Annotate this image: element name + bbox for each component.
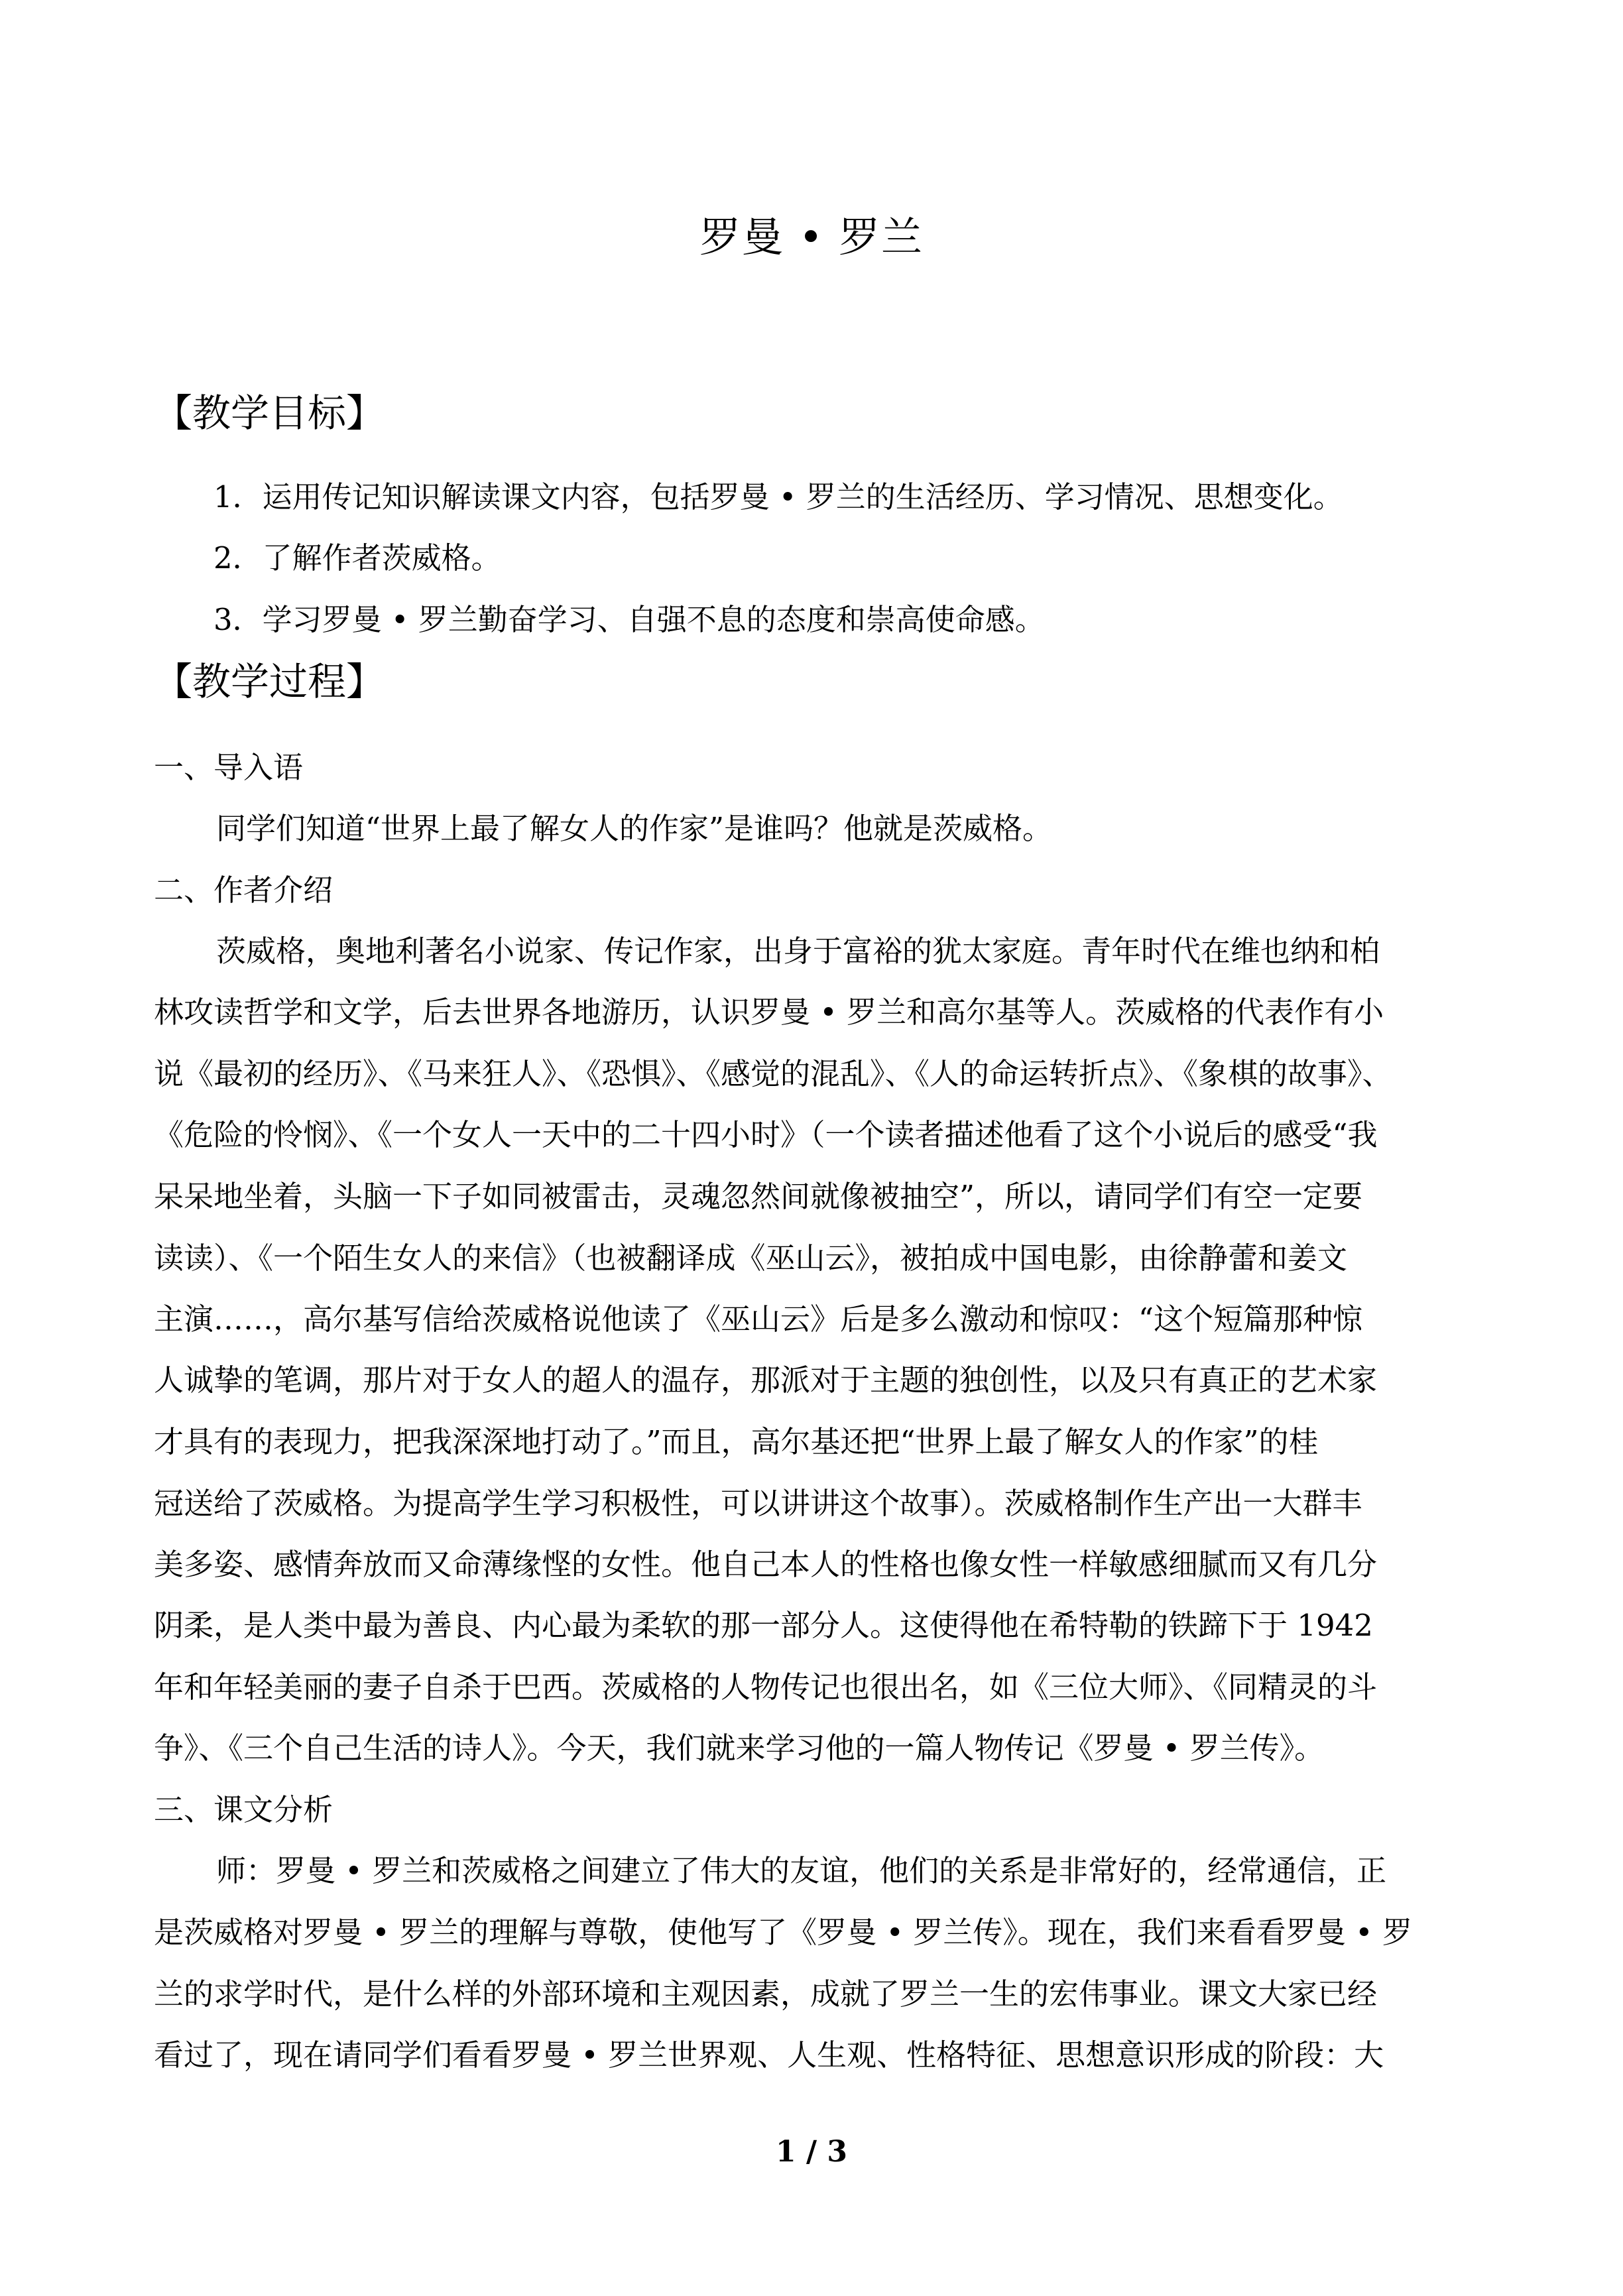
author-line-7: 主演……，高尔基写信给茨威格说他读了《巫山云》后是多么激动和惊叹：“这个短篇那种惊 — [154, 1301, 1363, 1337]
analysis-line-2: 是茨威格对罗曼 • 罗兰的理解与尊敬，使他写了《罗曼 • 罗兰传》。现在，我们来看看罗曼 • 罗 — [154, 1915, 1412, 1950]
objective-item-1: 1．运用传记知识解读课文内容，包括罗曼 • 罗兰的生活经历、学习情况、思想变化。 — [213, 479, 1343, 514]
analysis-heading: 三、课文分析 — [154, 1792, 333, 1827]
author-line-10: 冠送给了茨威格。为提高学生学习积极性，可以讲讲这个故事）。茨威格制作生产出一大群丰 — [154, 1486, 1362, 1521]
author-line-9: 才具有的表现力，把我深深地打动了。”而且，高尔基还把“世界上最了解女人的作家”的桂 — [154, 1424, 1319, 1459]
author-line-4: 《危险的怜悯》、《一个女人一天中的二十四小时》（一个读者描述他看了这个小说后的感受“我 — [154, 1117, 1378, 1152]
intro-heading: 一、导入语 — [154, 750, 304, 785]
author-line-3: 说《最初的经历》、《马来狂人》、《恐惧》、《感觉的混乱》、《人的命运转折点》、《象棋的故事》、 — [154, 1056, 1392, 1091]
author-heading: 二、作者介绍 — [154, 873, 333, 908]
analysis-line-3: 兰的求学时代，是什么样的外部环境和主观因素，成就了罗兰一生的宏伟事业。课文大家已经 — [154, 1976, 1378, 2012]
objective-item-2: 2．了解作者茨威格。 — [213, 540, 501, 575]
page-number: 1 / 3 — [776, 2135, 847, 2169]
objectives-heading: 【教学目标】 — [154, 391, 385, 436]
author-line-2: 林攻读哲学和文学，后去世界各地游历，认识罗曼 • 罗兰和高尔基等人。茨威格的代表作有小 — [154, 995, 1384, 1030]
author-line-1: 茨威格，奥地利著名小说家、传记作家，出身于富裕的犹太家庭。青年时代在维也纳和柏 — [216, 934, 1380, 969]
intro-line-1: 同学们知道“世界上最了解女人的作家”是谁吗？他就是茨威格。 — [216, 811, 1053, 846]
analysis-line-4: 看过了，现在请同学们看看罗曼 • 罗兰世界观、人生观、性格特征、思想意识形成的阶段：大 — [154, 2037, 1384, 2073]
author-line-11: 美多姿、感情奔放而又命薄缘悭的女性。他自己本人的性格也像女性一样敏感细腻而又有几分 — [154, 1547, 1378, 1582]
author-line-6: 读读）、《一个陌生女人的来信》（也被翻译成《巫山云》，被拍成中国电影，由徐静蕾和姜文 — [154, 1240, 1348, 1276]
page-title: 罗曼 • 罗兰 — [699, 213, 924, 261]
author-line-12: 阴柔，是人类中最为善良、内心最为柔软的那一部分人。这使得他在希特勒的铁蹄下于 1942 — [154, 1608, 1373, 1643]
author-line-8: 人诚挚的笔调，那片对于女人的超人的温存，那派对于主题的独创性，以及只有真正的艺术家 — [154, 1362, 1378, 1398]
author-line-13: 年和年轻美丽的妻子自杀于巴西。茨威格的人物传记也很出名，如《三位大师》、《同精灵的斗 — [154, 1669, 1378, 1705]
author-line-5: 呆呆地坐着，头脑一下子如同被雷击，灵魂忽然间就像被抽空”，所以，请同学们有空一定要 — [154, 1179, 1363, 1214]
author-line-14: 争》、《三个自己生活的诗人》。今天，我们就来学习他的一篇人物传记《罗曼 • 罗兰传》。 — [154, 1730, 1325, 1766]
process-heading: 【教学过程】 — [154, 659, 385, 704]
objective-item-3: 3．学习罗曼 • 罗兰勤奋学习、自强不息的态度和崇高使命感。 — [213, 602, 1045, 637]
analysis-line-1: 师：罗曼 • 罗兰和茨威格之间建立了伟大的友谊，他们的关系是非常好的，经常通信，正 — [216, 1853, 1387, 1888]
